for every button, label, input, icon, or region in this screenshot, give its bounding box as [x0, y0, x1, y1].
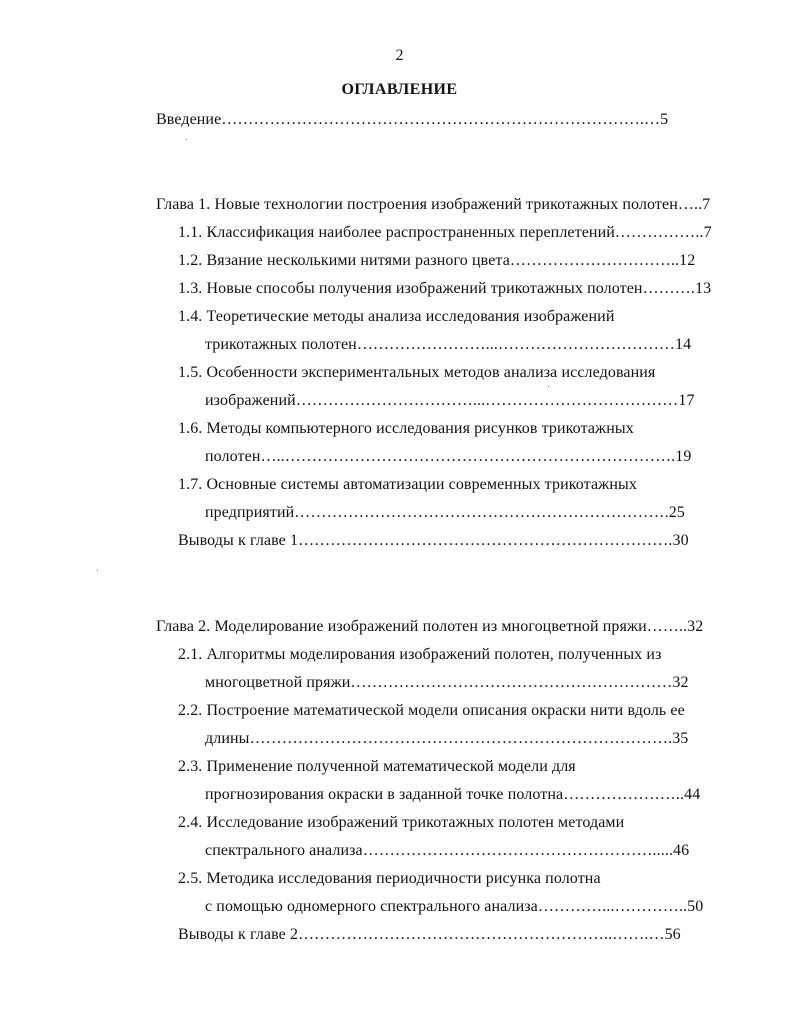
- toc-entry-1-4-cont: трикотажных полотен……………………...……………………………14: [205, 336, 692, 353]
- toc-entry-2-1-cont: многоцветной пряжи……………………………………………………32: [205, 674, 689, 691]
- toc-entry-2-2: 2.2. Построение математической модели описания окраски нити вдоль ее: [178, 702, 685, 719]
- scan-speck: [97, 570, 98, 571]
- toc-entry-1-6: 1.6. Методы компьютерного исследования рисунков трикотажных: [178, 420, 634, 437]
- page-number: 2: [395, 47, 404, 64]
- toc-entry-2-3-cont: прогнозирования окраски в заданной точке полотна…………………..44: [205, 786, 701, 803]
- toc-entry-2-5-cont: с помощью одномерного спектрального анализа…………...…………..50: [205, 898, 704, 915]
- toc-entry-2-2-cont: длины…………………………………………………………………….35: [205, 730, 689, 747]
- toc-entry-2-5: 2.5. Методика исследования периодичности рисунка полотна: [178, 870, 601, 887]
- toc-entry-intro: Введение…………………………………………………………………….…5: [156, 111, 669, 128]
- toc-entry-conclusion-1: Выводы к главе 1…………………………………………………………….30: [178, 532, 689, 549]
- scan-speck: [548, 386, 549, 387]
- toc-entry-1-3: 1.3. Новые способы получения изображений трикотажных полотен……….13: [178, 280, 712, 297]
- toc-entry-1-1: 1.1. Классификация наиболее распространенных переплетений……………..7: [178, 224, 712, 241]
- toc-entry-2-3: 2.3. Применение полученной математической модели для: [178, 758, 576, 775]
- toc-entry-2-4: 2.4. Исследование изображений трикотажных полотен методами: [178, 814, 625, 831]
- toc-entry-conclusion-2: Выводы к главе 2…………………………………………………..…….…56: [178, 926, 681, 943]
- toc-entry-1-7-cont: предприятий…………………………………………………………….25: [205, 504, 685, 521]
- scan-speck: [186, 139, 187, 140]
- toc-entry-1-4: 1.4. Теоретические методы анализа исследования изображений: [178, 308, 615, 325]
- toc-chapter-1: Глава 1. Новые технологии построения изображений трикотажных полотен…..7: [156, 196, 711, 213]
- page-title: ОГЛАВЛЕНИЕ: [341, 81, 458, 98]
- toc-entry-1-5-cont: изображений……………………………...………………………………17: [205, 392, 695, 409]
- toc-entry-1-5: 1.5. Особенности экспериментальных методов анализа исследования: [178, 364, 656, 381]
- toc-entry-1-7: 1.7. Основные системы автоматизации современных трикотажных: [178, 476, 637, 493]
- toc-chapter-2: Глава 2. Моделирование изображений полотен из многоцветной пряжи……..32: [156, 618, 704, 635]
- toc-entry-2-4-cont: спектрального анализа……………………………………………….....46: [205, 842, 690, 859]
- toc-entry-1-2: 1.2. Вязание несколькими нитями разного цвета…………………………..12: [178, 252, 696, 269]
- toc-entry-2-1: 2.1. Алгоритмы моделирования изображений полотен, полученных из: [178, 646, 662, 663]
- toc-entry-1-6-cont: полотен…..……………………………………………………………….19: [205, 448, 692, 465]
